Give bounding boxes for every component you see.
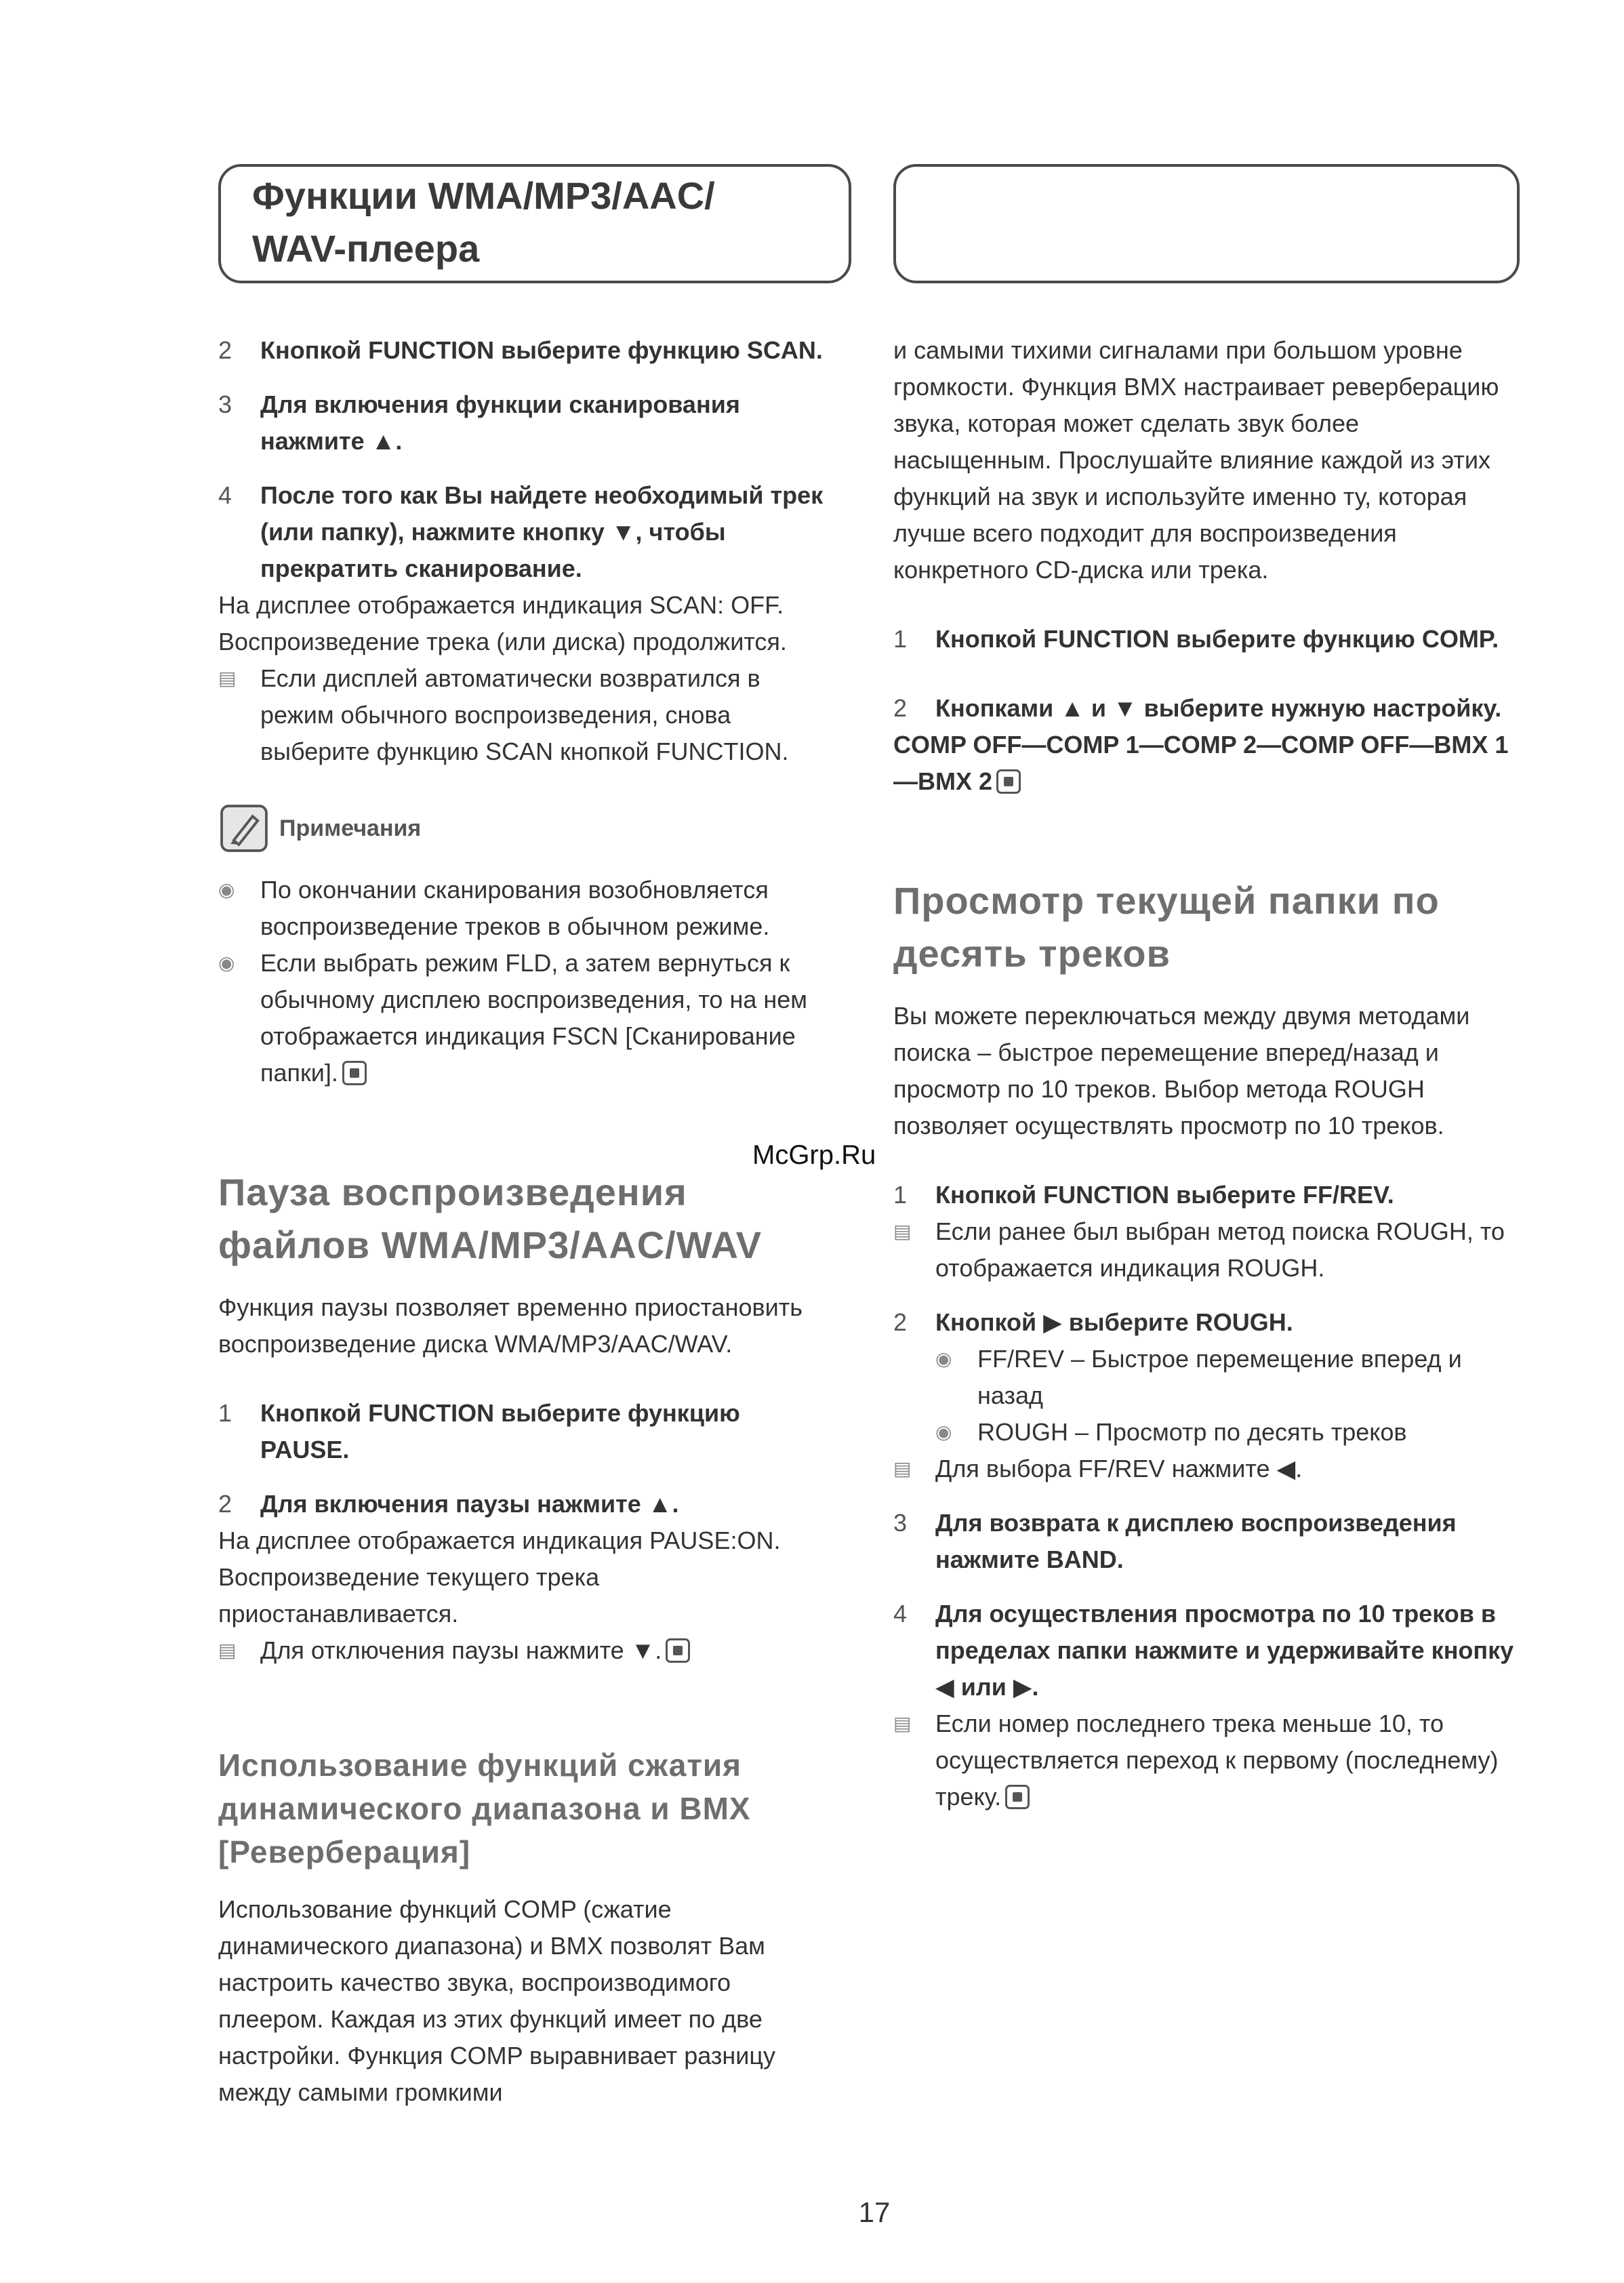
right-column bbox=[893, 332, 1517, 1815]
comp-step-1: 1 Кнопкой FUNCTION выберите функцию COMP. bbox=[893, 625, 1499, 653]
comp-sequence: COMP OFF—COMP 1—COMP 2—COMP OFF—BMX 1—BMX 2 bbox=[893, 731, 1509, 795]
note-item: ◉ Если выбрать режим FLD, а затем вернуться к обычному дисплею воспроизведения, то на нем отображается индикация FSCN [Сканирование папки]. bbox=[218, 945, 828, 1091]
pause-step-1: 1 Кнопкой FUNCTION выберите функцию PAUSE. bbox=[218, 1399, 740, 1463]
page-number: 17 bbox=[858, 2196, 891, 2228]
pause-note: ▤ Для отключения паузы нажмите ▼. bbox=[218, 1632, 828, 1669]
notes-heading: Примечания bbox=[218, 803, 828, 854]
pencil-note-icon bbox=[218, 803, 270, 854]
end-section-icon bbox=[996, 769, 1021, 794]
folder-step-2: 2 Кнопкой ▶ выберите ROUGH. bbox=[893, 1308, 1293, 1336]
pause-intro: Функция паузы позволяет временно приостановить воспроизведение диска WMA/MP3/AAC/WAV. bbox=[218, 1293, 803, 1358]
scan-step-2: 2 Кнопкой FUNCTION выберите функцию SCAN. bbox=[218, 336, 823, 364]
scan-step-3: 3 Для включения функции сканирования нажмите ▲. bbox=[218, 390, 740, 455]
folder-intro: Вы можете переключаться между двумя методами поиска – быстрое перемещение вперед/назад и просмотр по 10 треков. Выбор метода ROUGH позволяет осуществлять просмотр по 10 треков. bbox=[893, 1002, 1470, 1139]
empty-frame bbox=[893, 164, 1520, 283]
pause-heading: Пауза воспроизведения файлов WMA/MP3/AAC/WAV bbox=[218, 1171, 763, 1266]
circle-bullet-icon: ◉ bbox=[935, 1348, 952, 1369]
note-item: ◉ По окончании сканирования возобновляется воспроизведение треков в обычном режиме. bbox=[218, 872, 828, 945]
left-column bbox=[218, 332, 828, 2111]
folder-heading: Просмотр текущей папки по десять треков bbox=[893, 879, 1440, 975]
comp-step-2: 2 Кнопками ▲ и ▼ выберите нужную настройку. bbox=[893, 694, 1502, 722]
folder-option: ◉ ROUGH – Просмотр по десять треков bbox=[893, 1414, 1517, 1451]
circle-bullet-icon: ◉ bbox=[218, 952, 235, 973]
pause-result-text: На дисплее отображается индикация PAUSE:ON. Воспроизведение текущего трека приостанавливается. bbox=[218, 1527, 781, 1628]
circle-bullet-icon: ◉ bbox=[218, 879, 235, 900]
folder-note-2: ▤ Для выбора FF/REV нажмите ◀. bbox=[893, 1451, 1517, 1487]
comp-heading: Использование функций сжатия динамического диапазона и BMX [Реверберация] bbox=[218, 1747, 751, 1870]
comp-intro: Использование функций COMP (сжатие динамического диапазона) и BMX позволят Вам настроить качество звука, воспроизводимого плеером. Каждая из этих функций имеет по две настройки. Функция COMP выравнивает разницу между самыми громкими bbox=[218, 1895, 775, 2106]
folder-note-3: ▤ Если номер последнего трека меньше 10, то осуществляется переход к первому (последнему) треку. bbox=[893, 1705, 1517, 1815]
circle-bullet-icon: ◉ bbox=[935, 1421, 952, 1442]
scan-result-text: На дисплее отображается индикация SCAN: OFF. Воспроизведение трека (или диска) продолжится. bbox=[218, 591, 787, 655]
square-bullet-icon: ▤ bbox=[893, 1458, 912, 1479]
end-section-icon bbox=[1005, 1785, 1030, 1809]
watermark: McGrp.Ru bbox=[752, 1140, 876, 1170]
end-section-icon bbox=[666, 1638, 690, 1663]
folder-step-3: 3 Для возврата к дисплею воспроизведения нажмите BAND. bbox=[893, 1509, 1457, 1573]
folder-step-4: 4 Для осуществления просмотра по 10 треков в пределах папки нажмите и удерживайте кнопку ◀ или ▶. bbox=[893, 1600, 1514, 1701]
square-bullet-icon: ▤ bbox=[218, 1640, 237, 1661]
square-bullet-icon: ▤ bbox=[893, 1221, 912, 1242]
scan-step-4: 4 После того как Вы найдете необходимый трек (или папку), нажмите кнопку ▼, чтобы прекратить сканирование. bbox=[218, 481, 824, 582]
folder-note-1: ▤ Если ранее был выбран метод поиска ROUGH, то отображается индикация ROUGH. bbox=[893, 1213, 1517, 1287]
end-section-icon bbox=[342, 1061, 367, 1085]
square-bullet-icon: ▤ bbox=[893, 1713, 912, 1734]
square-bullet-icon: ▤ bbox=[218, 668, 237, 689]
scan-note: ▤ Если дисплей автоматически возвратился в режим обычного воспроизведения, снова выберите функцию SCAN кнопкой FUNCTION. bbox=[218, 660, 828, 770]
folder-step-1: 1 Кнопкой FUNCTION выберите FF/REV. bbox=[893, 1181, 1394, 1209]
folder-option: ◉ FF/REV – Быстрое перемещение вперед и назад bbox=[893, 1341, 1517, 1414]
page-title: Функции WMA/MP3/AAC/ WAV-плеера bbox=[252, 174, 715, 270]
pause-step-2: 2 Для включения паузы нажмите ▲. bbox=[218, 1490, 679, 1518]
comp-continued: и самыми тихими сигналами при большом уровне громкости. Функция BMX настраивает реверберацию звука, которая может сделать звук более насыщенным. Прослушайте влияние каждой из этих функций на звук и используйте именно ту, которая лучше всего подходит для воспроизведения конкретного CD-диска или трека. bbox=[893, 336, 1499, 584]
